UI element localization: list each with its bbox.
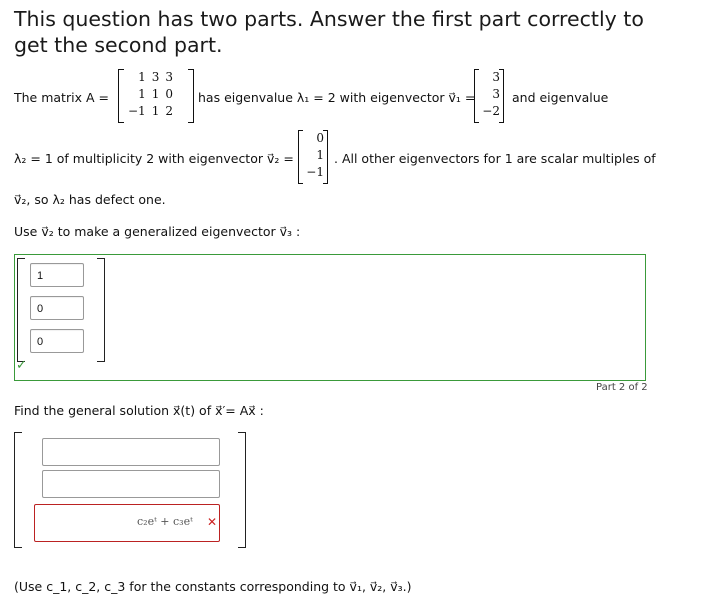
defect-text: v⃗₂, so λ₂ has defect one. xyxy=(14,192,166,207)
matrix-cell: 1 xyxy=(151,104,160,118)
matrix-cell: 1 xyxy=(151,87,160,101)
error-x-icon: ✕ xyxy=(207,515,218,529)
and-eigenvalue-text: and eigenvalue xyxy=(512,90,609,105)
solution-right-bracket xyxy=(238,432,246,548)
solution-input-2[interactable] xyxy=(42,470,220,498)
constants-footnote: (Use c_1, c_2, c_3 for the constants corresponding to v⃗₁, v⃗₂, v⃗₃.) xyxy=(14,579,412,594)
other-eigenvectors-text: . All other eigenvectors for 1 are scalar multiples of xyxy=(334,151,656,166)
matrix-prefix: The matrix A = xyxy=(14,90,109,105)
answer-box-part-1 xyxy=(14,254,646,381)
vector-cell: 3 xyxy=(492,70,500,84)
gen-eigvec-input-1[interactable]: 1 xyxy=(30,263,84,287)
gen-eigvec-input-2[interactable]: 0 xyxy=(30,296,84,320)
vector-cell: 3 xyxy=(492,87,500,101)
solution-input-1[interactable] xyxy=(42,438,220,466)
question-heading: This question has two parts. Answer the first part correctly to get the second part. xyxy=(14,7,644,57)
solution-preview: c₂eᵗ + c₃eᵗ xyxy=(137,515,193,528)
eigenvalue-2-text: λ₂ = 1 of multiplicity 2 with eigenvector v⃗₂ = xyxy=(14,151,294,166)
matrix-cell: 2 xyxy=(165,104,173,118)
check-icon: ✓ xyxy=(16,358,27,373)
vector-v1 xyxy=(474,69,504,123)
eigenvalue-1-text: has eigenvalue λ₁ = 2 with eigenvector v⃗₁ = xyxy=(198,90,476,105)
matrix-a xyxy=(118,69,194,123)
solution-input-3[interactable] xyxy=(34,504,220,542)
matrix-cell: 1 xyxy=(138,87,146,101)
gen-eigvec-input-3[interactable]: 0 xyxy=(30,329,84,353)
matrix-cell: 0 xyxy=(165,87,173,101)
generalized-eigenvector-prompt: Use v⃗₂ to make a generalized eigenvector v⃗₃ : xyxy=(14,224,301,239)
vector-cell: 1 xyxy=(316,148,324,162)
matrix-cell: 3 xyxy=(151,70,160,84)
matrix-cell: 3 xyxy=(165,70,173,84)
vector-cell: 0 xyxy=(316,131,324,145)
matrix-cell: 1 xyxy=(138,70,146,84)
general-solution-prompt: Find the general solution x⃗(t) of x⃗′= Ax⃗ : xyxy=(14,403,264,418)
part-indicator: Part 2 of 2 xyxy=(596,382,648,393)
vector-cell: −2 xyxy=(482,104,500,118)
solution-left-bracket xyxy=(14,432,22,548)
matrix-cell: −1 xyxy=(128,104,146,118)
vector-cell: −1 xyxy=(306,165,324,179)
vector-v2 xyxy=(298,130,328,184)
